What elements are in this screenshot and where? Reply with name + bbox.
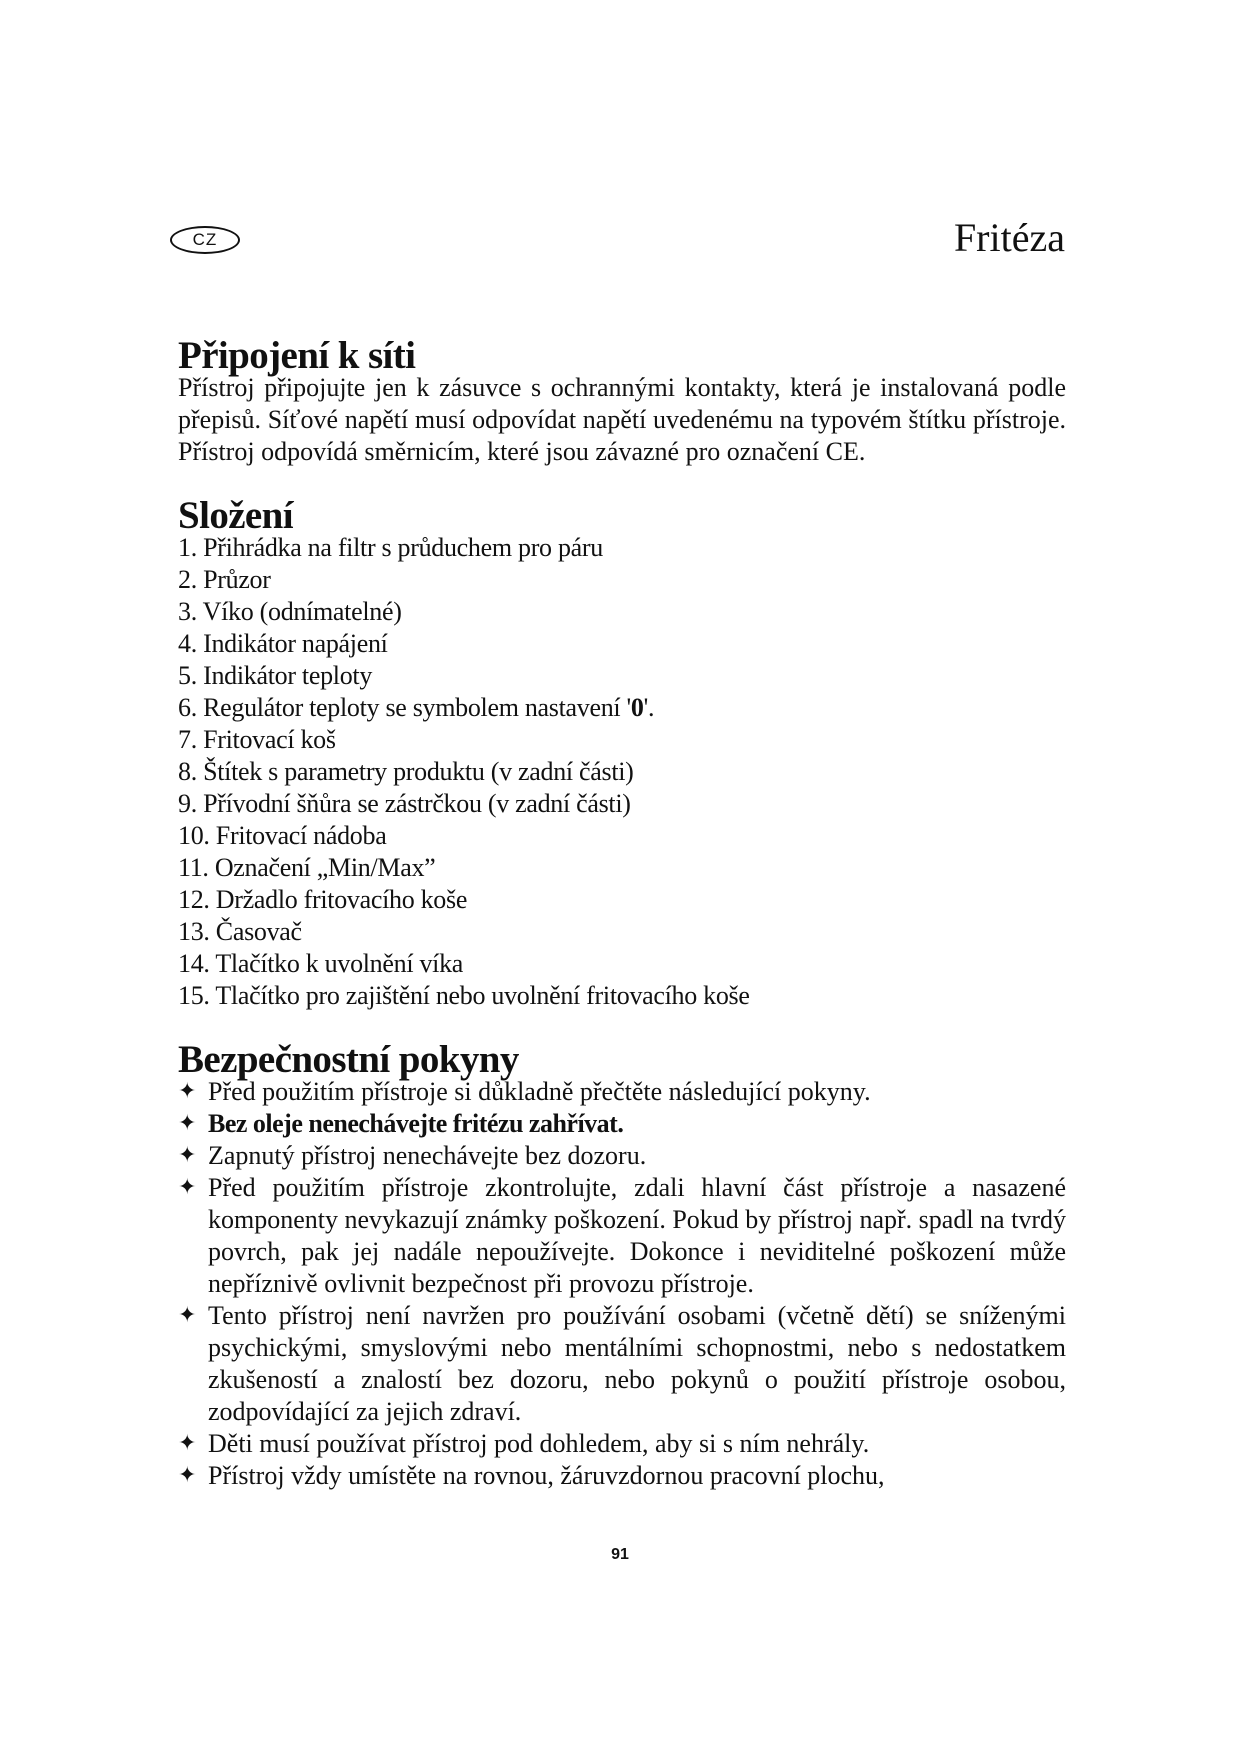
parts-list-item: 5. Indikátor teploty [178,661,373,690]
connection-heading: Připojení k síti [178,334,416,377]
parts-list-item: 11. Označení „Min/Max” [178,853,436,882]
safety-item-text: Před použitím přístroje zkontrolujte, zdali hlavní část přístroje a nasazené komponenty nevykazují známky poškození. Pokud by přístroj např. spadl na tvrdý povrch, pak jej nadále nepoužívejte. Dokonce i neviditelné poškození může nepříznivě ovlivnit bezpečnost při provozu přístroje. [208,1173,1066,1298]
parts-item-suffix: '. [643,693,655,722]
parts-list-item: 1. Přihrádka na filtr s průduchem pro páru [178,533,603,562]
connection-text: Přístroj připojujte jen k zásuvce s ochrannými kontakty, která je instalovaná podle přepisů. Síťové napětí musí odpovídat napětí uvedenému na typovém štítku přístroje. Přístroj odpovídá směrnicím, které jsou závazné pro označení CE. [178,373,1066,466]
main-content [178,334,1066,1492]
parts-list-item: 10. Fritovací nádoba [178,821,387,850]
safety-item [178,1460,1066,1492]
composition-section [178,494,1066,1012]
star-bullet-icon: ✦ [178,1079,197,1104]
setting-symbol: 0 [630,693,644,722]
safety-item-text: Přístroj vždy umístěte na rovnou, žáruvzdornou pracovní plochu, [208,1461,885,1490]
safety-section [178,1038,1066,1492]
safety-item [178,1108,1066,1140]
star-bullet-icon: ✦ [178,1303,197,1328]
parts-list-item: 4. Indikátor napájení [178,629,388,658]
language-badge: CZ [170,226,240,254]
safety-item-text: Před použitím přístroje si důkladně přečtěte následující pokyny. [208,1077,871,1106]
safety-item-text: Bez oleje nenechávejte fritézu zahřívat. [208,1109,624,1138]
page-number: 91 [611,1546,629,1563]
star-bullet-icon: ✦ [178,1111,197,1136]
star-bullet-icon: ✦ [178,1463,197,1488]
star-bullet-icon: ✦ [178,1143,197,1168]
parts-list-item: 14. Tlačítko k uvolnění víka [178,949,464,978]
safety-item-text: Zapnutý přístroj nenechávejte bez dozoru. [208,1141,647,1170]
parts-list-item: 3. Víko (odnímatelné) [178,597,402,626]
safety-item [178,1428,1066,1460]
safety-list [178,1076,1066,1492]
star-bullet-icon: ✦ [178,1431,197,1456]
safety-heading: Bezpečnostní pokyny [178,1038,519,1081]
star-bullet-icon: ✦ [178,1175,197,1200]
safety-item [178,1140,1066,1172]
safety-item-text: Děti musí používat přístroj pod dohledem, aby si s ním nehrály. [208,1429,870,1458]
parts-list-item: 2. Průzor [178,565,271,594]
parts-list-item: 8. Štítek s parametry produktu (v zadní části) [178,757,634,786]
parts-list-item [178,692,1066,724]
connection-section [178,334,1066,468]
parts-list [178,532,1066,1012]
parts-list-item: 7. Fritovací koš [178,725,336,754]
composition-heading: Složení [178,494,293,537]
parts-item-text: 6. Regulátor teploty se symbolem nastavení ' [178,693,631,722]
safety-item [178,1076,1066,1108]
page-title: Fritéza [953,215,1065,260]
parts-list-item: 15. Tlačítko pro zajištění nebo uvolnění fritovacího koše [178,981,750,1010]
parts-list-item: 9. Přívodní šňůra se zástrčkou (v zadní části) [178,789,631,818]
safety-item [178,1172,1066,1300]
parts-list-item: 12. Držadlo fritovacího koše [178,885,468,914]
safety-item-text: Tento přístroj není navržen pro používání osobami (včetně dětí) se sníženými psychickými, smyslovými nebo mentálními schopnostmi, nebo s nedostatkem zkušeností a znalostí bez dozoru, nebo pokynů o použití přístroje osobou, zodpovídající za jejich zdraví. [208,1301,1066,1426]
parts-list-item: 13. Časovač [178,917,302,946]
safety-item [178,1300,1066,1428]
